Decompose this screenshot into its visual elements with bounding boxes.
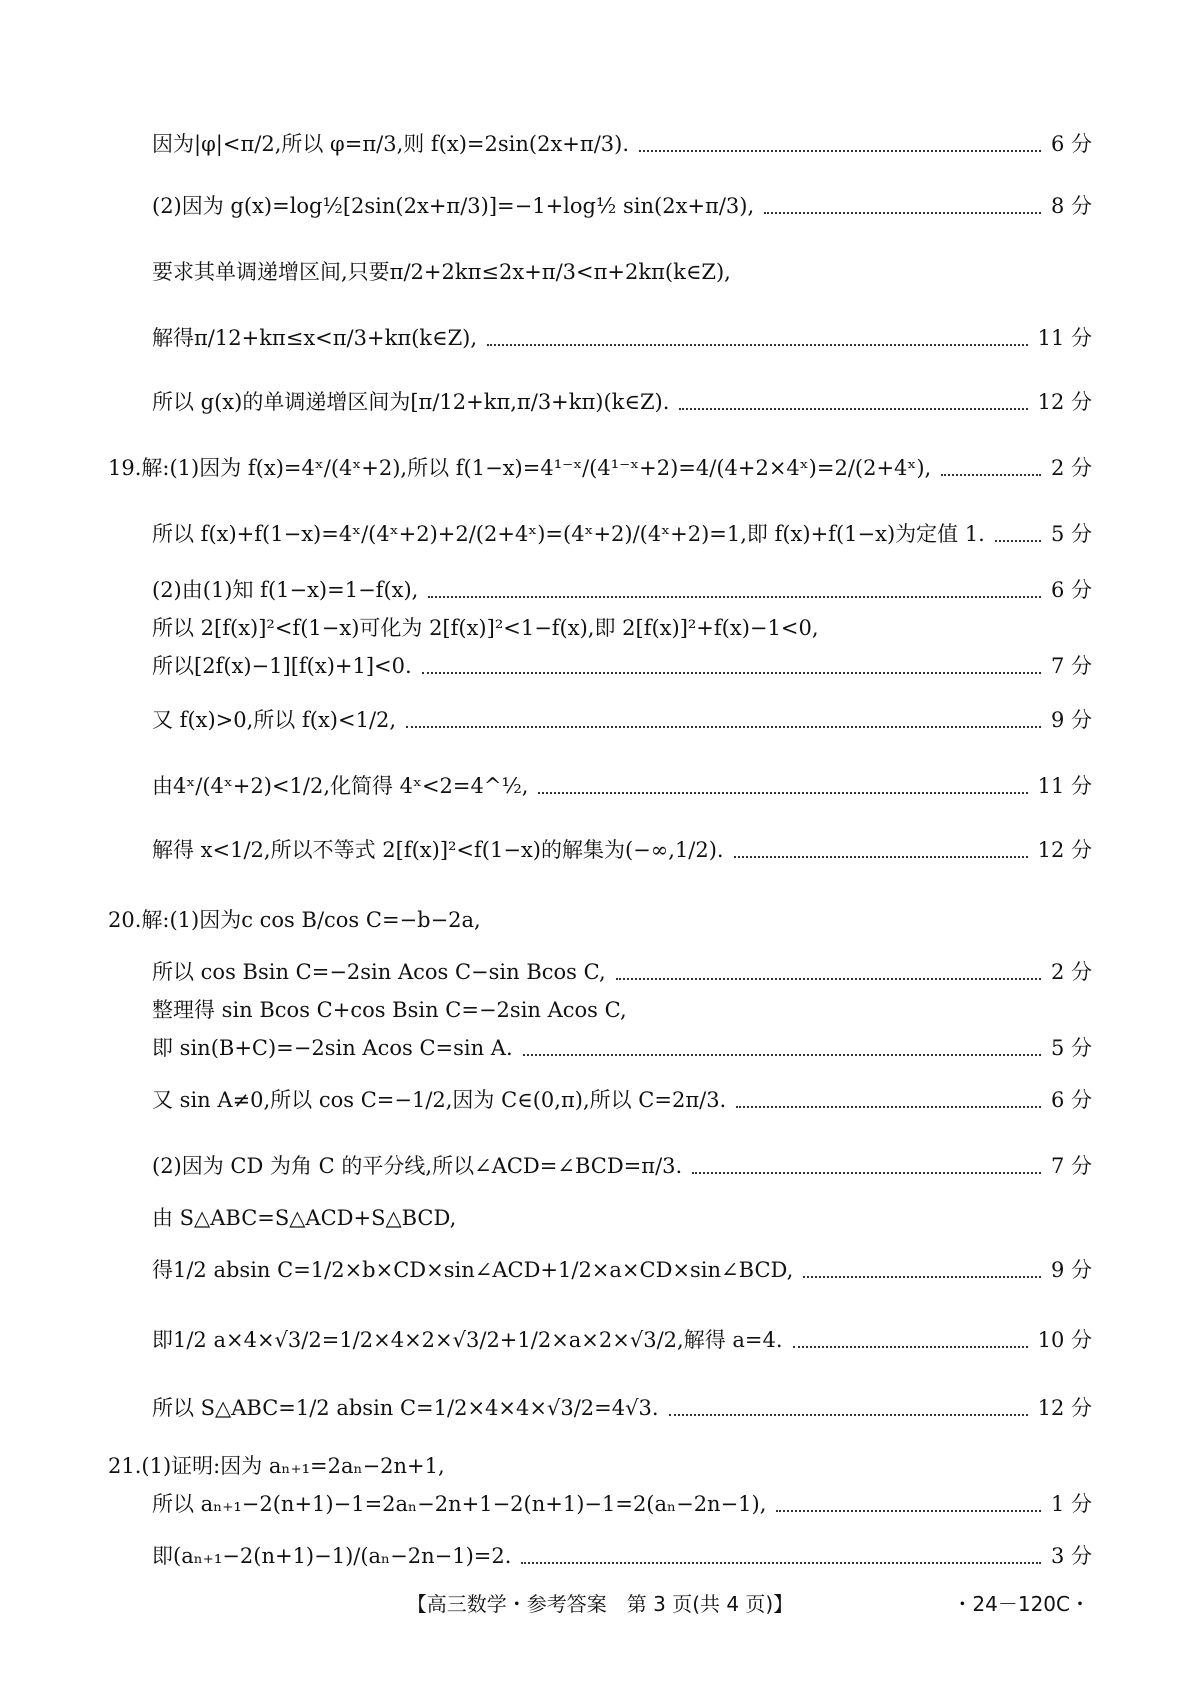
- answer-line: [152, 1494, 1092, 1515]
- answer-line: [152, 656, 1092, 677]
- score-label: 12 分: [1037, 1396, 1092, 1420]
- line-text: 所以 f(x)+f(1−x)=4ˣ/(4ˣ+2)+2/(2+4ˣ)=(4ˣ+2)/(4ˣ+2)=1,即 f(x)+f(1−x)为定值 1.: [152, 522, 985, 546]
- answer-line: [152, 1090, 1092, 1111]
- score-label: 5 分: [1050, 522, 1092, 546]
- answer-line: [152, 134, 1092, 155]
- answer-line: [108, 1456, 1092, 1477]
- leader-dots: [803, 1276, 1041, 1278]
- score-label: 2 分: [1050, 456, 1092, 480]
- line-text: 所以[2f(x)−1][f(x)+1]<0.: [152, 654, 412, 678]
- score-label: 1 分: [1050, 1492, 1092, 1516]
- line-text: 所以 g(x)的单调递增区间为[π/12+kπ,π/3+kπ)(k∈Z).: [152, 390, 670, 414]
- line-text: 所以 2[f(x)]²<f(1−x)可化为 2[f(x)]²<1−f(x),即 2[f(x)]²+f(x)−1<0,: [152, 616, 819, 640]
- score-label: 11 分: [1037, 326, 1092, 350]
- leader-dots: [734, 856, 1028, 858]
- answer-line: [152, 776, 1092, 797]
- leader-dots: [692, 1172, 1041, 1174]
- answer-line: [152, 962, 1092, 983]
- line-text: 由 S△ABC=S△ACD+S△BCD,: [152, 1206, 457, 1230]
- answer-line: [108, 458, 1092, 479]
- line-text: 由4ˣ/(4ˣ+2)<1/2,化简得 4ˣ<2=4^½,: [152, 774, 529, 798]
- leader-dots: [736, 1106, 1041, 1108]
- line-text: 因为|φ|<π/2,所以 φ=π/3,则 f(x)=2sin(2x+π/3).: [152, 132, 630, 156]
- answer-line: [152, 1330, 1092, 1351]
- leader-dots: [422, 672, 1041, 674]
- line-text: 19.解:(1)因为 f(x)=4ˣ/(4ˣ+2),所以 f(1−x)=4¹⁻ˣ/(4¹⁻ˣ+2)=4/(4+2×4ˣ)=2/(2+4ˣ),: [108, 456, 932, 480]
- answer-line: [152, 392, 1092, 413]
- answer-line: [152, 1000, 1092, 1021]
- score-label: 7 分: [1050, 1154, 1092, 1178]
- leader-dots: [428, 596, 1041, 598]
- line-text: 解得π/12+kπ≤x<π/3+kπ(k∈Z),: [152, 326, 478, 350]
- score-label: 6 分: [1050, 132, 1092, 156]
- line-text: (2)由(1)知 f(1−x)=1−f(x),: [152, 578, 419, 602]
- line-text: 即 sin(B+C)=−2sin Acos C=sin A.: [152, 1036, 513, 1060]
- score-label: 8 分: [1050, 194, 1092, 218]
- footer-title: 【高三数学・参考答案 第 3 页(共 4 页)】: [406, 1592, 794, 1616]
- line-text: 所以 S△ABC=1/2 absin C=1/2×4×4×√3/2=4√3.: [152, 1396, 659, 1420]
- leader-dots: [538, 792, 1027, 794]
- answer-line: [152, 840, 1092, 861]
- answer-line: [152, 328, 1092, 349]
- score-label: 6 分: [1050, 1088, 1092, 1112]
- footer-code: ・24－120C・: [952, 1592, 1090, 1616]
- leader-dots: [793, 1346, 1028, 1348]
- leader-dots: [941, 474, 1041, 476]
- leader-dots: [406, 726, 1041, 728]
- leader-dots: [764, 212, 1041, 214]
- line-text: 要求其单调递增区间,只要π/2+2kπ≤2x+π/3<π+2kπ(k∈Z),: [152, 260, 731, 284]
- answer-line: [152, 1260, 1092, 1281]
- answer-line: [152, 1038, 1092, 1059]
- line-text: 得1/2 absin C=1/2×b×CD×sin∠ACD+1/2×a×CD×sin∠BCD,: [152, 1258, 794, 1282]
- line-text: 又 sin A≠0,所以 cos C=−1/2,因为 C∈(0,π),所以 C=2π/3.: [152, 1088, 727, 1112]
- score-label: 2 分: [1050, 960, 1092, 984]
- leader-dots: [521, 1562, 1041, 1564]
- score-label: 12 分: [1037, 390, 1092, 414]
- leader-dots: [616, 978, 1041, 980]
- score-label: 9 分: [1050, 1258, 1092, 1282]
- score-label: 7 分: [1050, 654, 1092, 678]
- answer-line: [152, 524, 1092, 545]
- answer-line: [108, 910, 1092, 931]
- line-text: 整理得 sin Bcos C+cos Bsin C=−2sin Acos C,: [152, 998, 627, 1022]
- leader-dots: [523, 1054, 1041, 1056]
- leader-dots: [487, 344, 1028, 346]
- score-label: 5 分: [1050, 1036, 1092, 1060]
- answer-line: [152, 262, 1092, 283]
- line-text: 解得 x<1/2,所以不等式 2[f(x)]²<f(1−x)的解集为(−∞,1/2).: [152, 838, 724, 862]
- score-label: 11 分: [1037, 774, 1092, 798]
- score-label: 3 分: [1050, 1544, 1092, 1568]
- line-text: 又 f(x)>0,所以 f(x)<1/2,: [152, 708, 397, 732]
- leader-dots: [995, 540, 1041, 542]
- answer-line: [152, 1398, 1092, 1419]
- score-label: 9 分: [1050, 708, 1092, 732]
- line-text: 所以 cos Bsin C=−2sin Acos C−sin Bcos C,: [152, 960, 606, 984]
- score-label: 6 分: [1050, 578, 1092, 602]
- answer-line: [152, 580, 1092, 601]
- answer-line: [152, 1208, 1092, 1229]
- answer-line: [152, 618, 1092, 639]
- leader-dots: [679, 408, 1027, 410]
- line-text: (2)因为 CD 为角 C 的平分线,所以∠ACD=∠BCD=π/3.: [152, 1154, 683, 1178]
- line-text: 所以 aₙ₊₁−2(n+1)−1=2aₙ−2n+1−2(n+1)−1=2(aₙ−2n−1),: [152, 1492, 767, 1516]
- line-text: 即1/2 a×4×√3/2=1/2×4×2×√3/2+1/2×a×2×√3/2,解得 a=4.: [152, 1328, 783, 1352]
- leader-dots: [776, 1510, 1041, 1512]
- score-label: 12 分: [1037, 838, 1092, 862]
- score-label: 10 分: [1037, 1328, 1092, 1352]
- line-text: 21.(1)证明:因为 aₙ₊₁=2aₙ−2n+1,: [108, 1454, 445, 1478]
- leader-dots: [639, 150, 1041, 152]
- answer-line: [152, 196, 1092, 217]
- line-text: (2)因为 g(x)=log½[2sin(2x+π/3)]=−1+log½ sin(2x+π/3),: [152, 194, 755, 218]
- answer-line: [152, 710, 1092, 731]
- answer-line: [152, 1156, 1092, 1177]
- leader-dots: [669, 1414, 1028, 1416]
- line-text: 20.解:(1)因为c cos B/cos C=−b−2a,: [108, 908, 481, 932]
- answer-line: [152, 1546, 1092, 1567]
- line-text: 即(aₙ₊₁−2(n+1)−1)/(aₙ−2n−1)=2.: [152, 1544, 512, 1568]
